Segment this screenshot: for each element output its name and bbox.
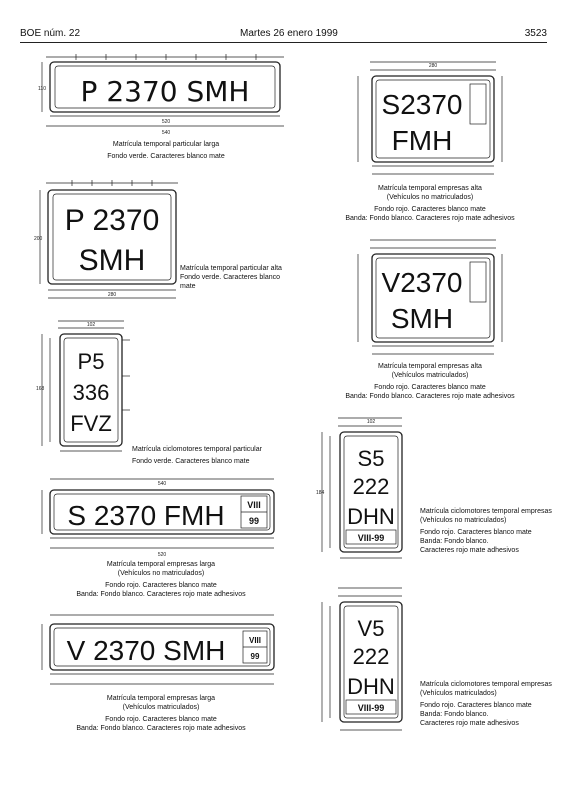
band-date: VIII-99 bbox=[357, 703, 385, 713]
dim-width: 102 bbox=[366, 419, 376, 425]
caption-band: Banda: Fondo blanco. Caracteres rojo mate adhesivos bbox=[345, 393, 515, 400]
plate-empresas-alta-no-matriculados bbox=[350, 58, 510, 178]
plate-empresas-larga-matriculados bbox=[36, 612, 286, 692]
caption-subtitle: (Vehículos matriculados) bbox=[391, 372, 469, 379]
plate-line-3: FVZ bbox=[70, 411, 112, 436]
plate-text: V 2370 SMH bbox=[66, 635, 226, 666]
dim-height: 200 bbox=[34, 236, 43, 242]
date-band bbox=[470, 262, 486, 302]
caption-background: Fondo rojo. Caracteres blanco mate bbox=[105, 716, 217, 723]
page-number: 3523 bbox=[524, 28, 547, 39]
plate-text: P 2370 SMH bbox=[80, 75, 250, 108]
caption-subtitle: (Vehículos matriculados) bbox=[420, 690, 497, 697]
plate-ciclomotor-empresas-no-matriculados bbox=[316, 414, 412, 564]
caption-subtitle: (Vehículos no matriculados) bbox=[117, 570, 205, 577]
caption-p8 bbox=[420, 507, 560, 555]
plate-line-1: S2370 bbox=[381, 89, 463, 120]
plate-ciclomotor-particular bbox=[36, 318, 136, 458]
publication-date: Martes 26 enero 1999 bbox=[240, 28, 338, 39]
plate-line-2: SMH bbox=[78, 244, 146, 277]
page-header bbox=[20, 28, 547, 43]
plate-line-3: DHN bbox=[347, 504, 395, 529]
band-year: 99 bbox=[248, 516, 260, 526]
plate-line-2: FMH bbox=[391, 125, 453, 156]
caption-band: Banda: Fondo blanco. Caracteres rojo mate adhesivos bbox=[76, 591, 246, 598]
caption-background: Fondo rojo. Caracteres blanco mate bbox=[420, 702, 532, 709]
band-year: 99 bbox=[250, 652, 260, 661]
date-band bbox=[470, 84, 486, 124]
plate-line-3: DHN bbox=[347, 674, 395, 699]
plate-empresas-larga-no-matriculados bbox=[36, 476, 286, 558]
plate-line-1: V5 bbox=[357, 616, 385, 641]
plate-line-2: 222 bbox=[352, 644, 390, 669]
caption-band-2: Caracteres rojo mate adhesivos bbox=[420, 720, 519, 727]
dim-height: 168 bbox=[36, 386, 45, 392]
caption-p1 bbox=[66, 140, 266, 161]
plate-line-2: 222 bbox=[352, 474, 390, 499]
caption-title: Matrícula ciclomotores temporal particular bbox=[132, 446, 262, 453]
caption-subtitle: (Vehículos matriculados) bbox=[122, 704, 200, 711]
caption-title: Matrícula temporal particular larga bbox=[112, 141, 220, 148]
caption-p3 bbox=[132, 445, 292, 466]
caption-title: Matrícula ciclomotores temporal empresas bbox=[420, 508, 552, 515]
dim-height: 184 bbox=[316, 490, 325, 496]
caption-title: Matrícula temporal empresas larga bbox=[106, 695, 216, 702]
caption-background: Fondo verde. Caracteres blanco mate bbox=[180, 274, 280, 290]
caption-subtitle: (Vehículos no matriculados) bbox=[386, 194, 474, 201]
plate-empresas-alta-matriculados bbox=[350, 236, 510, 358]
dim-width-outer: 540 bbox=[161, 130, 171, 136]
caption-background: Fondo rojo. Caracteres blanco mate bbox=[105, 582, 217, 589]
caption-background: Fondo rojo. Caracteres blanco mate bbox=[420, 529, 532, 536]
plate-line-1: V2370 bbox=[381, 267, 463, 298]
plate-line-1: P 2370 bbox=[64, 204, 160, 237]
caption-background: Fondo rojo. Caracteres blanco mate bbox=[374, 206, 486, 213]
caption-p9 bbox=[420, 680, 560, 728]
dim-width: 520 bbox=[157, 552, 167, 558]
band-month: VIII bbox=[247, 500, 261, 510]
plate-line-2: SMH bbox=[390, 303, 454, 334]
caption-p6 bbox=[340, 184, 520, 223]
plate-ciclomotor-empresas-matriculados bbox=[316, 584, 412, 744]
plate-line-1: S5 bbox=[357, 446, 385, 471]
plate-text: S 2370 FMH bbox=[67, 500, 225, 531]
plate-temporal-particular-larga bbox=[36, 54, 296, 139]
dim-width-inner: 520 bbox=[161, 119, 171, 125]
plate-line-2: 336 bbox=[72, 380, 110, 405]
caption-title: Matrícula temporal particular alta bbox=[180, 265, 282, 272]
caption-band: Banda: Fondo blanco. Caracteres rojo mate adhesivos bbox=[76, 725, 246, 732]
caption-p7 bbox=[340, 362, 520, 401]
band-month: VIII bbox=[248, 636, 262, 645]
caption-p5 bbox=[56, 694, 266, 733]
dim-width: 102 bbox=[86, 322, 96, 328]
caption-p2 bbox=[180, 264, 290, 291]
caption-band-1: Banda: Fondo blanco. bbox=[420, 711, 489, 718]
dim-width: 280 bbox=[428, 63, 438, 69]
dim-width: 280 bbox=[107, 292, 117, 298]
dim-height: 110 bbox=[38, 86, 46, 92]
caption-band: Banda: Fondo blanco. Caracteres rojo mate adhesivos bbox=[345, 215, 515, 222]
caption-title: Matrícula temporal empresas larga bbox=[106, 561, 216, 568]
caption-background: Fondo rojo. Caracteres blanco mate bbox=[374, 384, 486, 391]
caption-band-1: Banda: Fondo blanco. bbox=[420, 538, 489, 545]
journal-issue: BOE núm. 22 bbox=[20, 28, 81, 39]
band-date: VIII-99 bbox=[357, 533, 385, 543]
caption-p4 bbox=[56, 560, 266, 599]
caption-background: Fondo verde. Caracteres blanco mate bbox=[107, 153, 225, 160]
plate-temporal-particular-alta bbox=[32, 178, 182, 303]
caption-title: Matrícula ciclomotores temporal empresas bbox=[420, 681, 552, 688]
caption-background: Fondo verde. Caracteres blanco mate bbox=[132, 458, 250, 465]
caption-subtitle: (Vehículos no matriculados) bbox=[420, 517, 507, 524]
dim-width-outer: 540 bbox=[157, 481, 167, 487]
caption-title: Matrícula temporal empresas alta bbox=[378, 363, 482, 370]
caption-title: Matrícula temporal empresas alta bbox=[378, 185, 482, 192]
caption-band-2: Caracteres rojo mate adhesivos bbox=[420, 547, 519, 554]
plate-line-1: P5 bbox=[77, 349, 105, 374]
